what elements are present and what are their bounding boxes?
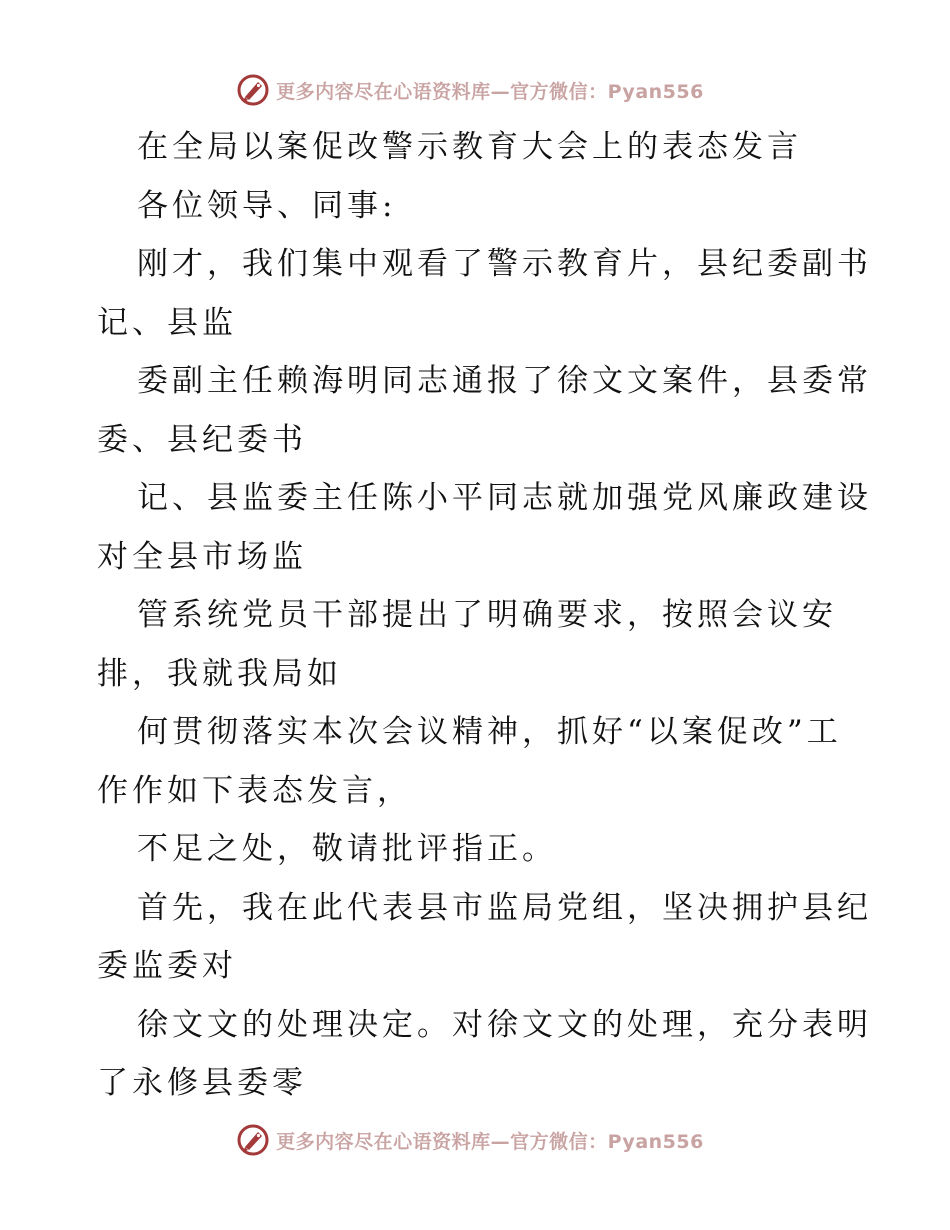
pen-nib-logo-icon bbox=[236, 1123, 270, 1157]
document-body bbox=[97, 118, 872, 1113]
text-line: 首先，我在此代表县市监局党组，坚决拥护县纪 bbox=[137, 889, 872, 926]
text-line: 排，我就我局如 bbox=[97, 655, 342, 692]
text-line: 管系统党员干部提出了明确要求，按照会议安 bbox=[137, 597, 837, 633]
text-line: 记、县监 bbox=[97, 304, 237, 341]
text-line: 刚才，我们集中观看了警示教育片，县纪委副书 bbox=[137, 246, 872, 282]
footer-watermark-banner bbox=[0, 1120, 950, 1160]
text-line: 对全县市场监 bbox=[97, 538, 307, 575]
watermark-text: 更多内容尽在心语资料库—官方微信：Pyan556 bbox=[276, 80, 704, 103]
text-line: 委副主任赖海明同志通报了徐文文案件，县委常 bbox=[137, 363, 872, 399]
text-line: 何贯彻落实本次会议精神，抓好“以案促改”工 bbox=[137, 714, 842, 750]
text-line: 委、县纪委书 bbox=[97, 421, 307, 458]
text-line: 在全局以案促改警示教育大会上的表态发言 bbox=[137, 129, 802, 165]
text-line: 委监委对 bbox=[97, 948, 237, 984]
watermark-text: 更多内容尽在心语资料库—官方微信：Pyan556 bbox=[276, 1130, 704, 1153]
text-line: 各位领导、同事: bbox=[137, 187, 397, 224]
pen-nib-logo-icon bbox=[236, 73, 270, 107]
header-watermark-banner bbox=[0, 70, 950, 110]
watermark-group bbox=[236, 1123, 704, 1157]
text-line: 了永修县委零 bbox=[97, 1065, 307, 1101]
watermark-group bbox=[236, 73, 704, 107]
text-line: 不足之处，敬请批评指正。 bbox=[137, 831, 557, 867]
text-line: 记、县监委主任陈小平同志就加强党风廉政建设 bbox=[137, 480, 872, 516]
text-line: 徐文文的处理决定。对徐文文的处理，充分表明 bbox=[137, 1006, 872, 1043]
text-line: 作作如下表态发言， bbox=[97, 772, 412, 809]
